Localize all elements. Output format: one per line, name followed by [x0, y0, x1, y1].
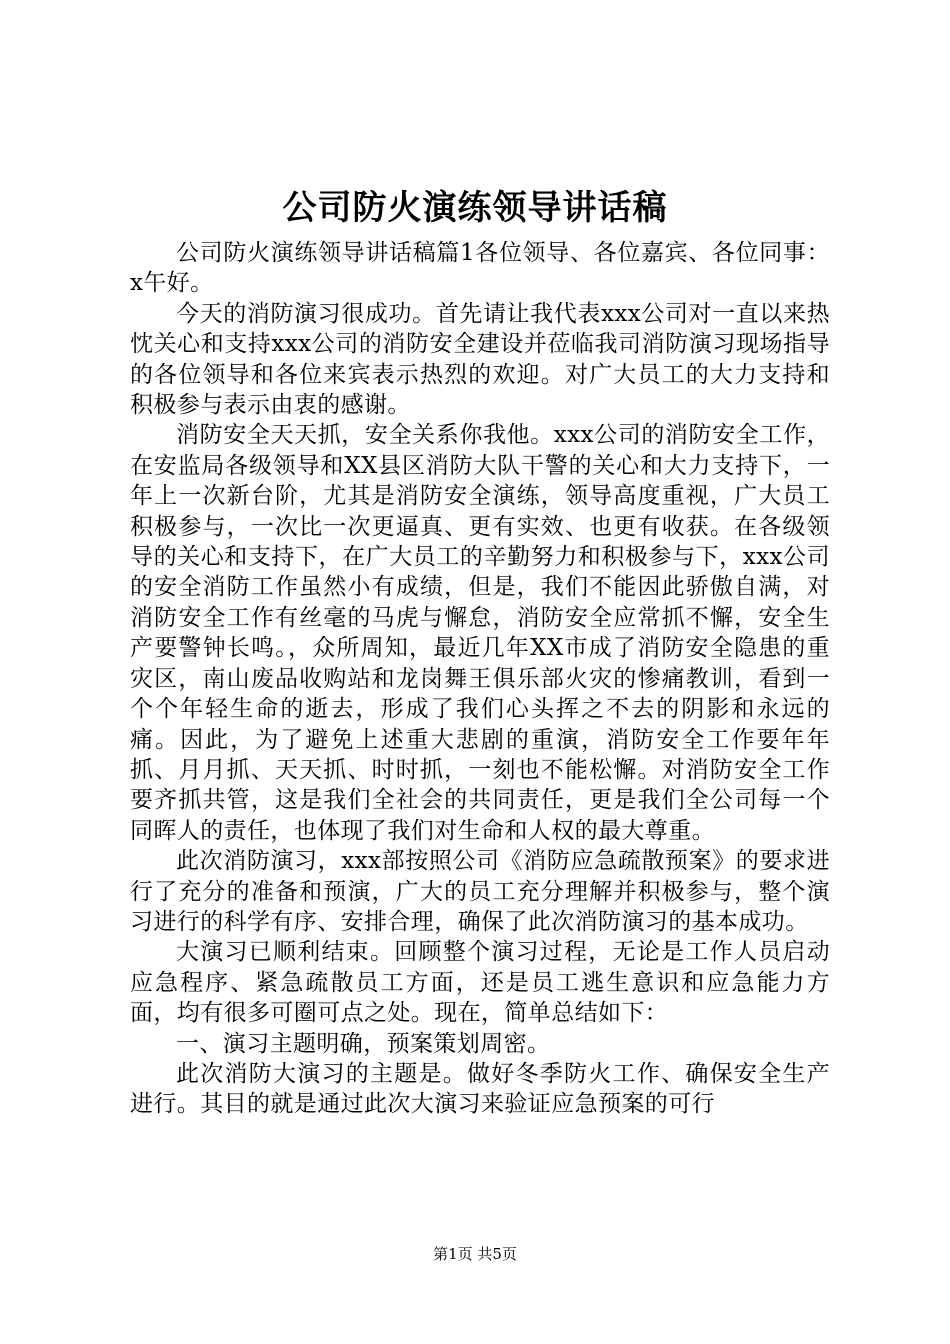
paragraph-3: 消防安全天天抓，安全关系你我他。xxx公司的消防安全工作，在安监局各级领导和XX县区消防大队干警的关心和大力支持下，一年上一次新台阶，尤其是消防安全演练，领导高度重视，广大员工积极参与，一次比一次更逼真、更有实效、也更有收获。在各级领导的关心和支持下，在广大员工的辛勤努力和积极参与下，xxx公司的安全消防工作虽然小有成绩，但是，我们不能因此骄傲自满，对消防安全工作有丝毫的马虎与懈怠，消防安全应常抓不懈，安全生产要警钟长鸣。，众所周知，最近几年XX市成了消防安全隐患的重灾区，南山废品收购站和龙岗舞王俱乐部火灾的惨痛教训，看到一个个年轻生命的逝去，形成了我们心头挥之不去的阴影和永远的痛。因此，为了避免上述重大悲剧的重演，消防安全工作要年年抓、月月抓、天天抓、时时抓，一刻也不能松懈。对消防安全工作要齐抓共管，这是我们全社会的共同责任，更是我们全公司每一个同晖人的责任，也体现了我们对生命和人权的最大尊重。	[130, 422, 830, 844]
paragraph-4: 此次消防演习，xxx部按照公司《消防应急疏散预案》的要求进行了充分的准备和预演，广大的员工充分理解并积极参与，整个演习进行的科学有序、安排合理，确保了此次消防演习的基本成功。	[130, 848, 830, 935]
paragraph-7: 此次消防大演习的主题是。做好冬季防火工作、确保安全生产进行。其目的就是通过此次大演习来验证应急预案的可行	[130, 1060, 830, 1118]
document-body	[130, 238, 830, 1120]
paragraph-2: 今天的消防演习很成功。首先请让我代表xxx公司对一直以来热忱关心和支持xxx公司的消防安全建设并莅临我司消防演习现场指导的各位领导和各位来宾表示热烈的欢迎。对广大员工的大力支持和积极参与表示由衷的感谢。	[130, 300, 830, 419]
page-footer: 第1页 共5页	[433, 1245, 517, 1263]
paragraph-1: 公司防火演练领导讲话稿篇1各位领导、各位嘉宾、各位同事：x午好。	[130, 240, 830, 297]
document-title: 公司防火演练领导讲话稿	[282, 188, 668, 228]
paragraph-5: 大演习已顺利结束。回顾整个演习过程，无论是工作人员启动应急程序、紧急疏散员工方面，还是员工逃生意识和应急能力方面，均有很多可圈可点之处。现在，简单总结如下：	[130, 939, 830, 1027]
paragraph-6: 一、演习主题明确，预案策划周密。	[176, 1030, 551, 1057]
